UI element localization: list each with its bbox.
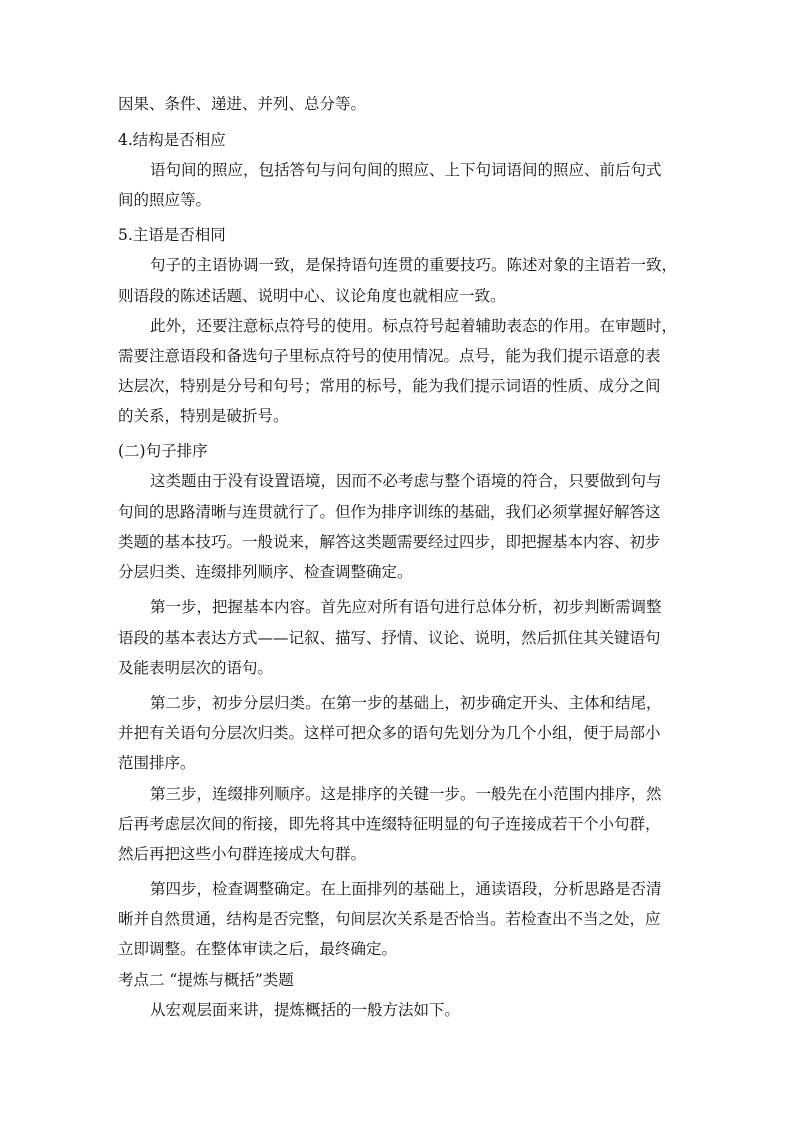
text-line: 则语段的陈述话题、说明中心、议论角度也就相应一致。 xyxy=(118,287,506,305)
text-line: 后再考虑层次间的衔接，即先将其中连缀特征明显的句子连接成若干个小句群， xyxy=(118,815,661,833)
section-heading: 考点二 “提炼与概括”类题 xyxy=(118,971,294,989)
text-line: 类题的基本技巧。一般说来，解答这类题需要经过四步，即把握基本内容、初步 xyxy=(118,533,661,551)
text-line: 句子的主语协调一致，是保持语句连贯的重要技巧。陈述对象的主语若一致， xyxy=(150,256,678,274)
text-line: 及能表明层次的语句。 xyxy=(118,659,274,677)
text-line: 第一步，把握基本内容。首先应对所有语句进行总体分析，初步判断需调整 xyxy=(150,598,662,616)
text-line: 然后再把这些小句群连接成大句群。 xyxy=(118,845,367,863)
section-heading: 4.结构是否相应 xyxy=(118,131,226,149)
text-line: 的关系，特别是破折号。 xyxy=(118,407,289,425)
section-heading: (二)句子排序 xyxy=(118,442,208,460)
text-line: 需要注意语段和备选句子里标点符号的使用情况。点号，能为我们提示语意的表 xyxy=(118,347,661,365)
text-line: 分层归类、连缀排列顺序、检查调整确定。 xyxy=(118,563,413,581)
text-line: 句间的思路清晰与连贯就行了。但作为排序训练的基础，我们必须掌握好解答这 xyxy=(118,503,661,521)
text-line: 立即调整。在整体审读之后，最终确定。 xyxy=(118,940,398,958)
text-line: 晰并自然贯通，结构是否完整，句间层次关系是否恰当。若检查出不当之处，应 xyxy=(118,910,661,928)
text-line: 范围排序。 xyxy=(118,754,196,772)
section-heading: 5.主语是否相同 xyxy=(118,226,226,244)
text-line: 语段的基本表达方式——记叙、描写、抒情、议论、说明，然后抓住其关键语句 xyxy=(118,629,661,647)
text-line: 第四步，检查调整确定。在上面排列的基础上，通读语段，分析思路是否清 xyxy=(150,880,662,898)
text-line: 第三步，连缀排列顺序。这是排序的关键一步。一般先在小范围内排序，然 xyxy=(150,785,662,803)
text-line: 此外，还要注意标点符号的使用。标点符号起着辅助表态的作用。在审题时， xyxy=(150,317,678,335)
text-line: 间的照应等。 xyxy=(118,191,212,209)
text-line: 第二步，初步分层归类。在第一步的基础上，初步确定开头、主体和结尾， xyxy=(150,694,662,712)
text-line: 语句间的照应，包括答句与问句间的照应、上下句词语间的照应、前后句式 xyxy=(150,161,662,179)
text-line: 从宏观层面来讲，提炼概括的一般方法如下。 xyxy=(150,1001,461,1019)
text-line: 因果、条件、递进、并列、总分等。 xyxy=(118,95,367,113)
text-line: 达层次，特别是分号和句号；常用的标号，能为我们提示词语的性质、成分之间 xyxy=(118,377,661,395)
text-line: 并把有关语句分层次归类。这样可把众多的语句先划分为几个小组，便于局部小 xyxy=(118,724,661,742)
text-line: 这类题由于没有设置语境，因而不必考虑与整个语境的符合，只要做到句与 xyxy=(150,472,662,490)
